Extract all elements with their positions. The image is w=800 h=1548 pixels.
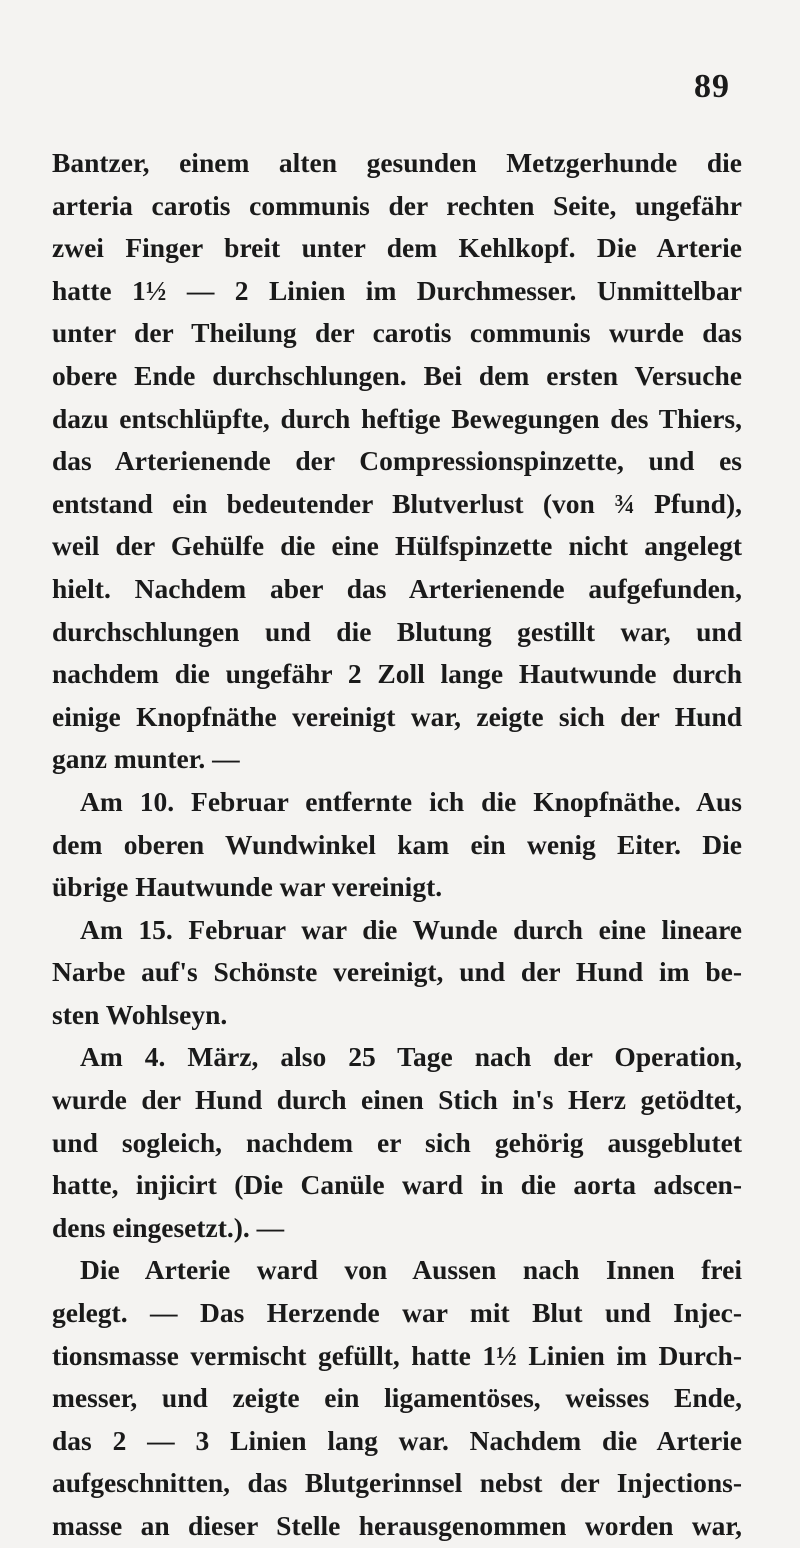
text-line: hielt. Nachdem aber das Arterienende aufgefunden, [52,572,742,604]
text-line: zwei Finger breit unter dem Kehlkopf. Die Arterie [52,232,742,264]
text-line: ganz munter. — [52,743,240,775]
text-line: dem oberen Wundwinkel kam ein wenig Eiter. Die [52,828,742,860]
text-line: übrige Hautwunde war vereinigt. [52,871,443,903]
text-line: sten Wohlseyn. [52,998,228,1030]
page-number: 89 [694,68,730,105]
body-text [52,142,742,1548]
text-line: Am 10. Februar entfernte ich die Knopfnäthe. Aus [80,785,742,817]
text-line: Am 4. März, also 25 Tage nach der Operation, [80,1041,742,1073]
text-line: hatte 1½ — 2 Linien im Durchmesser. Unmittelbar [52,274,742,306]
text-line: dens eingesetzt.). — [52,1211,285,1243]
text-line: entstand ein bedeutender Blutverlust (von ¾ Pfund), [52,487,742,519]
text-line: dazu entschlüpfte, durch heftige Bewegungen des Thiers, [52,402,742,434]
text-line: aufgeschnitten, das Blutgerinnsel nebst der Injections- [52,1467,742,1499]
text-line: arteria carotis communis der rechten Seite, ungefähr [52,189,742,221]
text-line: Am 15. Februar war die Wunde durch eine lineare [80,913,742,945]
text-line: masse an dieser Stelle herausgenommen worden war, [52,1510,742,1541]
text-line: einige Knopfnäthe vereinigt war, zeigte sich der Hund [52,700,742,732]
text-line: gelegt. — Das Herzende war mit Blut und Injec- [52,1297,742,1329]
text-line: tionsmasse vermischt gefüllt, hatte 1½ Linien im Durch- [52,1339,742,1371]
text-line: wurde der Hund durch einen Stich in's Herz getödtet, [52,1084,742,1116]
text-line: hatte, injicirt (Die Canüle ward in die aorta adscen- [52,1169,742,1201]
text-line: Bantzer, einem alten gesunden Metzgerhunde die [52,147,742,178]
text-line: durchschlungen und die Blutung gestillt war, und [52,615,742,647]
text-line: weil der Gehülfe die eine Hülfspinzette nicht angelegt [52,530,742,562]
text-line: das Arterienende der Compressionspinzette, und es [52,445,742,477]
text-line: nachdem die ungefähr 2 Zoll lange Hautwunde durch [52,658,742,690]
text-line: unter der Theilung der carotis communis wurde das [52,317,742,349]
text-line: das 2 — 3 Linien lang war. Nachdem die Arterie [52,1424,742,1456]
text-line: und sogleich, nachdem er sich gehörig ausgeblutet [52,1126,742,1158]
text-line: Die Arterie ward von Aussen nach Innen frei [80,1254,742,1286]
text-line: Narbe auf's Schönste vereinigt, und der Hund im be- [52,956,742,988]
text-line: obere Ende durchschlungen. Bei dem ersten Versuche [52,359,742,391]
text-line: messer, und zeigte ein ligamentöses, weisses Ende, [52,1382,742,1414]
